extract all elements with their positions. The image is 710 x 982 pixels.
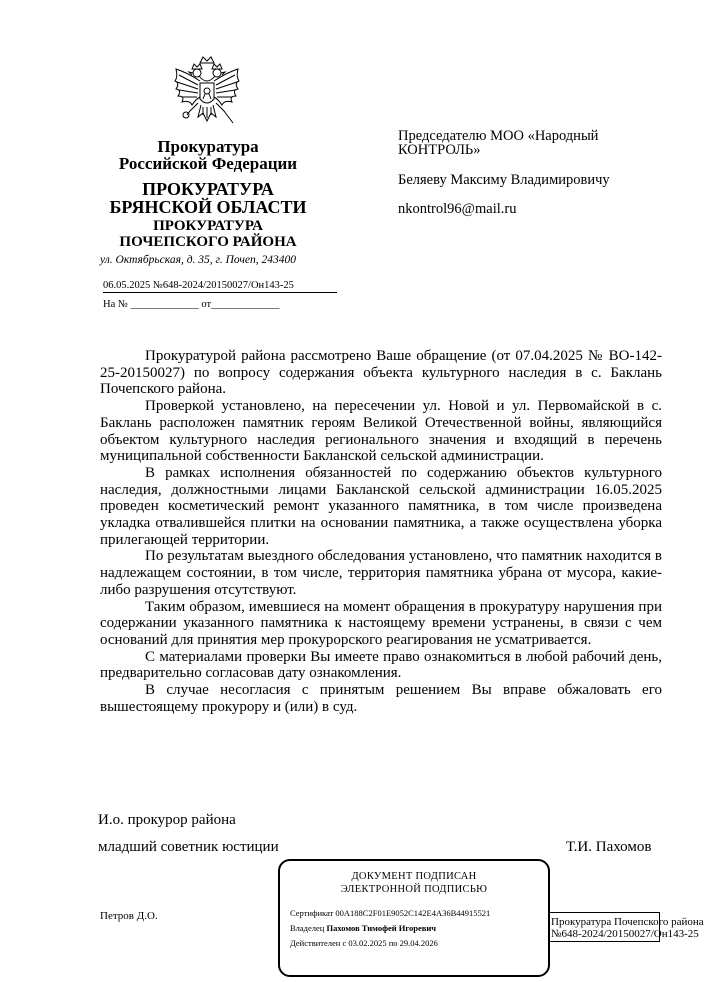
- signer-rank: младший советник юстиции: [98, 839, 279, 855]
- stamp-valid-from: 03.02.2025: [348, 938, 387, 948]
- org-name-block: [100, 138, 316, 172]
- body-paragraph-2: Проверкой установлено, на пересечении ул. Новой и ул. Первомайской в с. Баклань расположен памятник героям Великой Отечественной войны, являющийся объектом культурного наследия регионального значения и входящий в перечень муниципальной собственности Бакланской сельской администрации.: [100, 398, 662, 465]
- letter-body: [100, 348, 662, 715]
- body-paragraph-5: Таким образом, имевшиеся на момент обращения в прокуратуру нарушения при содержании указанного памятника к настоящему времени устранены, в связи с чем оснований для принятия мер прокурорского реагирования не усматривается.: [100, 598, 662, 648]
- org-address: ул. Октябрьская, д. 35, г. Почеп, 243400: [100, 254, 296, 266]
- stamp-title-2: ЭЛЕКТРОННОЙ ПОДПИСЬЮ: [340, 884, 488, 895]
- body-paragraph-7: В случае несогласия с принятым решением Вы вправе обжаловать его вышестоящему прокурору и (или) в суд.: [100, 682, 662, 715]
- org-line-5: ПРОКУРАТУРА: [153, 218, 263, 234]
- stamp-validity: [290, 938, 438, 948]
- stamp-certificate: [290, 908, 490, 918]
- org-line-1: Прокуратура: [157, 137, 259, 156]
- org-line-4: БРЯНСКОЙ ОБЛАСТИ: [109, 197, 307, 217]
- stamp-valid-to: 29.04.2026: [399, 938, 438, 948]
- body-paragraph-6: С материалами проверки Вы имеете право ознакомиться в любой рабочий день, предварительно согласовав дату ознакомления.: [100, 648, 662, 682]
- body-paragraph-4: По результатам выездного обследования установлено, что памятник находится в надлежащем состоянии, в том числе, территория памятника убрана от мусора, какие-либо разрушения отсутствуют.: [100, 548, 662, 598]
- stamp-title-1: ДОКУМЕНТ ПОДПИСАН: [351, 871, 477, 882]
- stamp-valid-label: Действителен с: [290, 938, 347, 948]
- coat-of-arms-emblem: [170, 55, 244, 133]
- info-box-line-1: Прокуратура Почепского района: [551, 916, 704, 928]
- org-line-2: Российской Федерации: [118, 154, 298, 173]
- org-line-3: ПРОКУРАТУРА: [142, 179, 274, 199]
- registration-number: 06.05.2025 №648-2024/20150027/Он143-25: [103, 280, 337, 293]
- info-box-line-2: №648-2024/20150027/Он143-25: [551, 928, 699, 940]
- executor-name: Петров Д.О.: [100, 910, 158, 922]
- digital-signature-stamp: [278, 859, 550, 977]
- signer-name: Т.И. Пахомов: [566, 839, 652, 855]
- stamp-valid-to-label: по: [388, 938, 398, 948]
- stamp-cert-label: Сертификат: [290, 908, 334, 918]
- reply-to-reference: На № _____________ от_____________: [103, 299, 280, 310]
- org-district-block: [100, 218, 316, 250]
- stamp-cert-value: 00A188C2F01E9052C142E4A36B44915521: [335, 908, 491, 918]
- body-paragraph-1: Прокуратурой района рассмотрено Ваше обращение (от 07.04.2025 № ВО-142-25-20150027) по вопросу содержания объекта культурного наследия в с. Баклань Почепского района.: [100, 348, 662, 398]
- signer-position: И.о. прокурор района: [98, 812, 236, 828]
- recipient-title: Председателю МОО «Народный КОНТРОЛЬ»: [398, 128, 599, 158]
- stamp-owner-label: Владелец: [290, 923, 325, 933]
- recipient-email: nkontrol96@mail.ru: [398, 201, 517, 217]
- recipient-name: Беляеву Максиму Владимировичу: [398, 172, 610, 188]
- org-line-6: ПОЧЕПСКОГО РАЙОНА: [119, 234, 297, 250]
- body-paragraph-3: В рамках исполнения обязанностей по содержанию объектов культурного наследия, должностными лицами Бакланской сельской администрации 16.05.2025 проведен косметический ремонт указанного памятника, в том числе произведена укладка отвалившейся плитки на основании памятника, а также осуществлена уборка прилегающей территории.: [100, 464, 662, 548]
- stamp-owner-value: Пахомов Тимофей Игоревич: [326, 923, 437, 933]
- stamp-owner: [290, 923, 436, 933]
- org-region-block: [100, 180, 316, 216]
